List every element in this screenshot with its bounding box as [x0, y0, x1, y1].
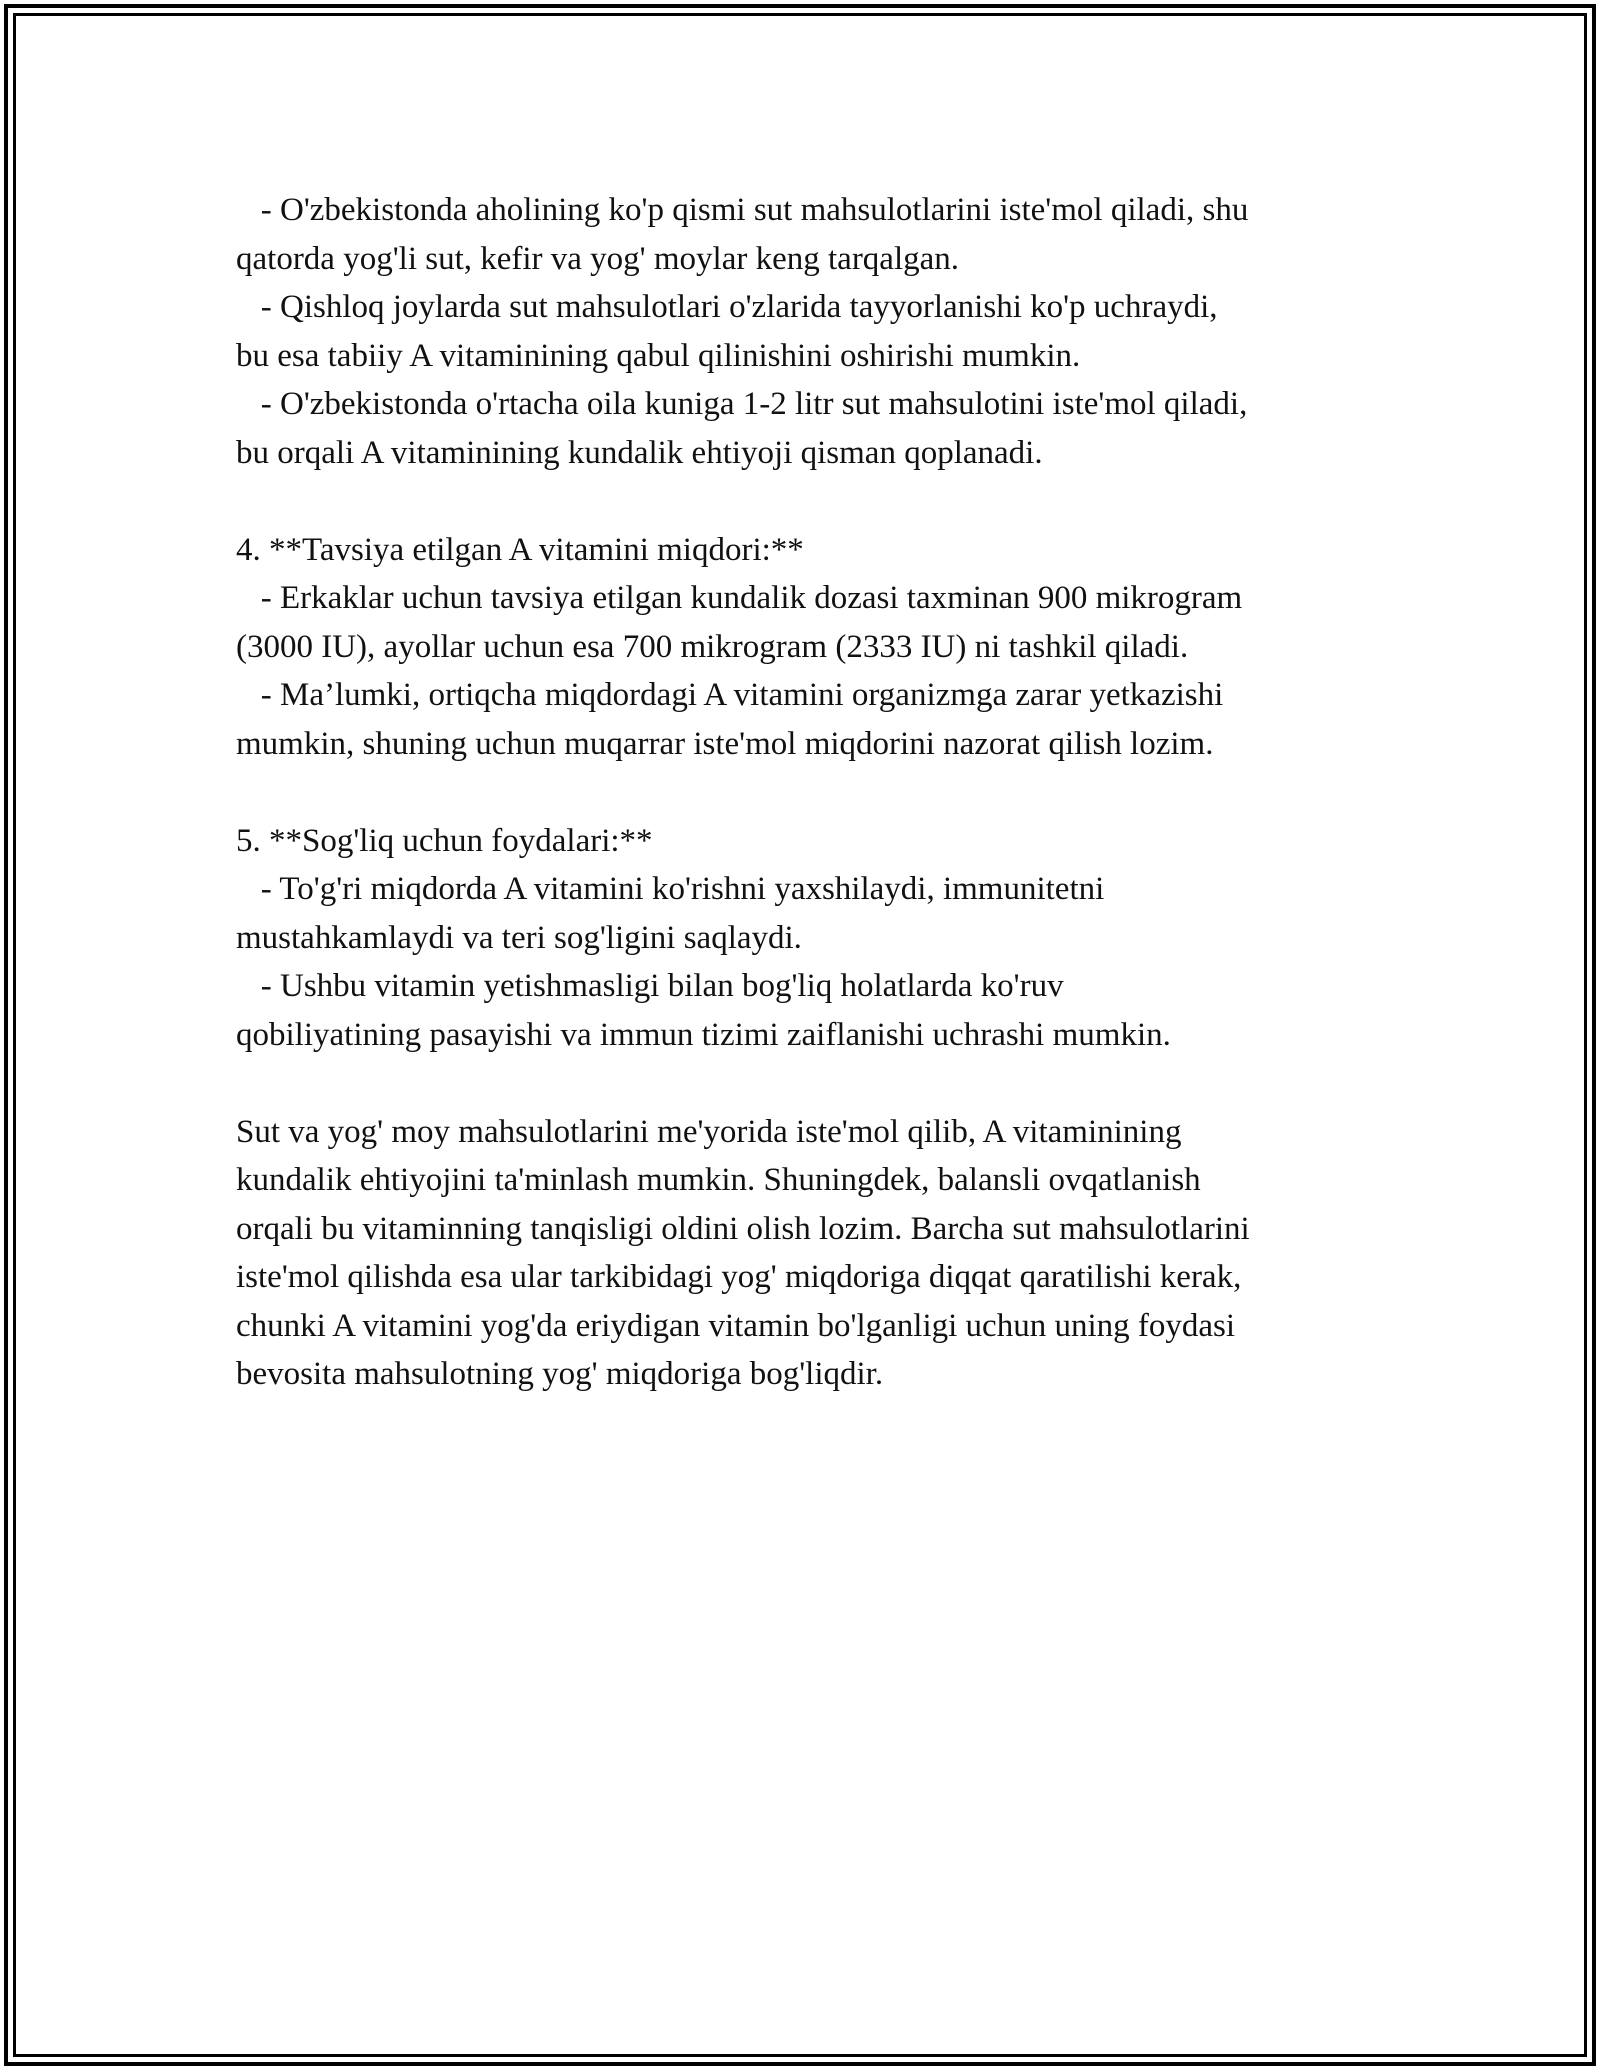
text-line: Sut va yog' moy mahsulotlarini me'yorida iste'mol qilib, A vitaminining: [236, 1113, 1182, 1150]
text-line: orqali bu vitaminning tanqisligi oldini olish lozim. Barcha sut mahsulotlarini: [236, 1210, 1250, 1247]
text-line: qobiliyatining pasayishi va immun tizimi zaiflanishi uchrashi mumkin.: [236, 1016, 1171, 1053]
text-line: - Ma’lumki, ortiqcha miqdordagi A vitamini organizmga zarar yetkazishi: [236, 677, 1224, 713]
text-line: qatorda yog'li sut, kefir va yog' moylar keng tarqalgan.: [236, 240, 960, 277]
text-line: kundalik ehtiyojini ta'minlash mumkin. Shuningdek, balansli ovqatlanish: [236, 1162, 1201, 1198]
text-line: - Ushbu vitamin yetishmasligi bilan bog'liq holatlarda ko'ruv: [236, 968, 1064, 1004]
section-heading: 5. **Sog'liq uchun foydalari:**: [236, 822, 653, 859]
text-line: bu esa tabiiy A vitaminining qabul qilinishini oshirishi mumkin.: [236, 337, 1081, 374]
text-line: - O'zbekistonda o'rtacha oila kuniga 1-2 litr sut mahsulotini iste'mol qiladi,: [236, 386, 1248, 422]
section-heading: 4. **Tavsiya etilgan A vitamini miqdori:**: [236, 531, 804, 568]
text-line: - O'zbekistonda aholining ko'p qismi sut mahsulotlarini iste'mol qiladi, shu: [236, 192, 1249, 228]
paragraph-gap: [236, 768, 1386, 817]
text-line: bevosita mahsulotning yog' miqdoriga bog'liqdir.: [236, 1356, 884, 1392]
paragraph-gap: [236, 1059, 1386, 1108]
text-line: iste'mol qilishda esa ular tarkibidagi yog' miqdoriga diqqat qaratilishi kerak,: [236, 1259, 1242, 1295]
paragraph-gap: [236, 477, 1386, 526]
text-line: - To'g'ri miqdorda A vitamini ko'rishni yaxshilaydi, immunitetni: [236, 871, 1105, 907]
text-line: (3000 IU), ayollar uchun esa 700 mikrogram (2333 IU) ni tashkil qiladi.: [236, 628, 1189, 665]
text-line: chunki A vitamini yog'da eriydigan vitamin bo'lganligi uchun uning foydasi: [236, 1307, 1236, 1344]
text-line: mumkin, shuning uchun muqarrar iste'mol miqdorini nazorat qilish lozim.: [236, 725, 1214, 762]
text-line: - Erkaklar uchun tavsiya etilgan kundalik dozasi taxminan 900 mikrogram: [236, 580, 1243, 616]
document-body: [236, 186, 1386, 1399]
text-line: - Qishloq joylarda sut mahsulotlari o'zlarida tayyorlanishi ko'p uchraydi,: [236, 289, 1218, 325]
text-line: mustahkamlaydi va teri sog'ligini saqlaydi.: [236, 919, 802, 956]
text-line: bu orqali A vitaminining kundalik ehtiyoji qisman qoplanadi.: [236, 434, 1043, 471]
